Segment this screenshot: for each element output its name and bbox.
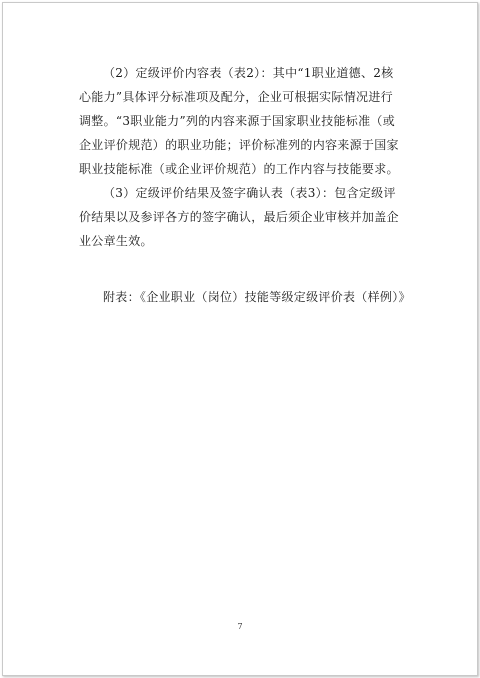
paragraph-line: （3）定级评价结果及签字确认表（表3）：包含定级评 — [103, 186, 396, 200]
paragraph-rating-content-table — [79, 61, 415, 181]
paragraph-line: 职业技能标准（或企业评价规范）的工作内容与技能要求。 — [79, 162, 399, 176]
paragraph-line: 心能力”具体评分标准项及配分，企业可根据实际情况进行 — [79, 90, 393, 104]
paragraph-line: （2）定级评价内容表（表2）：其中“1职业道德、2核 — [103, 66, 394, 80]
paragraph-rating-result-table — [79, 181, 415, 253]
document-page — [2, 2, 478, 676]
appendix-note: 附表：《企业职业（岗位）技能等级定级评价表（样例）》 — [103, 290, 411, 304]
paragraph-line: 调整。“3职业能力”列的内容来源于国家职业技能标准（或 — [79, 114, 396, 128]
paragraph-line: 企业评价规范）的职业功能；评价标准列的内容来源于国家 — [79, 138, 399, 152]
page-number: 7 — [237, 622, 243, 631]
paragraph-line: 价结果以及参评各方的签字确认，最后须企业审核并加盖企 — [79, 210, 399, 224]
paragraph-line: 业公章生效。 — [79, 234, 153, 248]
body-text — [79, 61, 415, 253]
